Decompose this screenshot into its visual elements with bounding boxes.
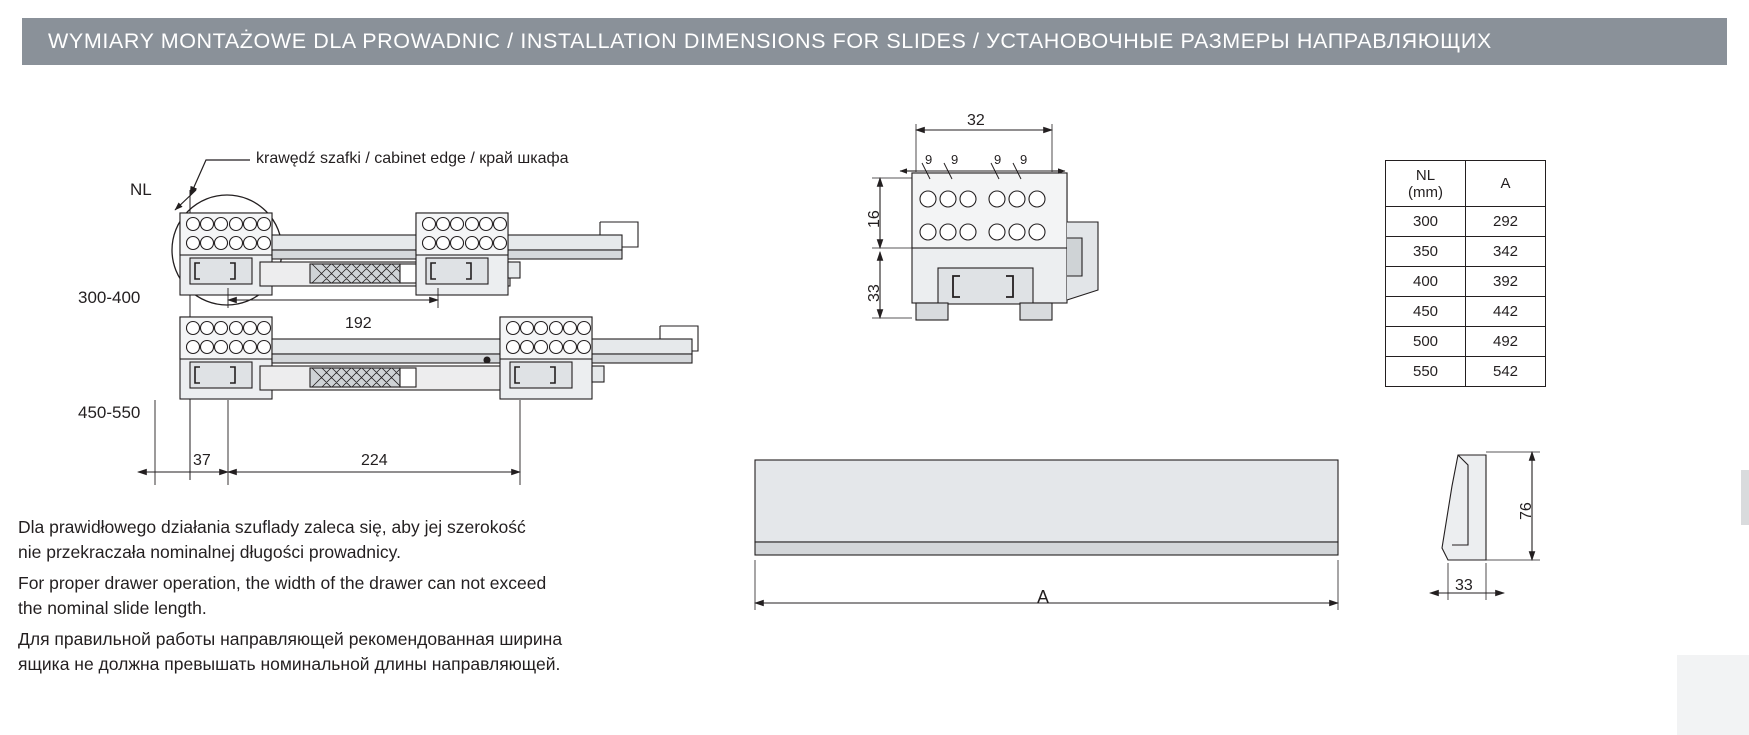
page-title: WYMIARY MONTAŻOWE DLA PROWADNIC / INSTALLATION DIMENSIONS FOR SLIDES / УСТАНОВОЧНЫЕ РАЗМЕРЫ НАПРАВЛЯЮЩИХ [48, 29, 1492, 53]
header-bar [22, 18, 1727, 65]
range-450-550-label: 450-550 [78, 403, 141, 422]
note-pl [18, 515, 698, 565]
table-cell-a: 542 [1466, 357, 1546, 387]
table-row [1386, 207, 1546, 237]
table-cell-nl: 350 [1386, 237, 1466, 267]
table-body [1386, 207, 1546, 387]
dimension-76: 76 [1518, 502, 1535, 520]
table-cell-nl: 400 [1386, 267, 1466, 297]
table-row [1386, 237, 1546, 267]
dimension-9-c: 9 [994, 152, 1002, 167]
table-row [1386, 327, 1546, 357]
note-en [18, 571, 698, 621]
note-ru-line1: Для правильной работы направляющей рекомендованная ширина [18, 629, 563, 649]
dimension-224: 224 [361, 452, 388, 469]
table-cell-nl: 300 [1386, 207, 1466, 237]
dimension-32: 32 [967, 112, 985, 129]
table-header-a: A [1466, 161, 1546, 207]
note-ru [18, 627, 698, 677]
dimension-A: A [1037, 587, 1050, 607]
table-cell-a: 342 [1466, 237, 1546, 267]
dimension-9-b: 9 [951, 152, 959, 167]
page-edge-artifact-top [1741, 470, 1749, 525]
page-edge-artifact-bottom [1677, 655, 1749, 735]
note-en-line2: the nominal slide length. [18, 598, 207, 618]
nl-label: NL [130, 180, 152, 199]
dimension-16: 16 [866, 210, 883, 228]
dimension-192: 192 [345, 315, 372, 332]
table-cell-a: 442 [1466, 297, 1546, 327]
dimension-9-d: 9 [1020, 152, 1028, 167]
nl-a-table [1385, 160, 1546, 387]
table-header-nl-line1: NL [1415, 166, 1436, 184]
note-ru-line2: ящика не должна превышать номинальной длины направляющей. [18, 654, 561, 674]
note-en-line1: For proper drawer operation, the width of the drawer can not exceed [18, 573, 547, 593]
dimension-37: 37 [193, 452, 211, 469]
range-300-400-label: 300-400 [78, 288, 141, 307]
table-cell-nl: 500 [1386, 327, 1466, 357]
table-cell-a: 292 [1466, 207, 1546, 237]
table-header-row [1386, 161, 1546, 207]
table-header-nl-line2: (mm) [1408, 183, 1443, 201]
table-cell-nl: 450 [1386, 297, 1466, 327]
notes-block [18, 515, 698, 683]
table-row [1386, 267, 1546, 297]
table-header-nl [1386, 161, 1466, 207]
table-row [1386, 297, 1546, 327]
table-row [1386, 357, 1546, 387]
note-pl-line2: nie przekraczała nominalnej długości prowadnicy. [18, 542, 401, 562]
dimension-9-a: 9 [925, 152, 933, 167]
table-cell-a: 392 [1466, 267, 1546, 297]
dimension-33-right: 33 [1455, 577, 1473, 594]
note-pl-line1: Dla prawidłowego działania szuflady zaleca się, aby jej szerokość [18, 517, 526, 537]
table-cell-nl: 550 [1386, 357, 1466, 387]
dimension-33-left: 33 [866, 284, 883, 302]
table-cell-a: 492 [1466, 327, 1546, 357]
cabinet-edge-label: krawędź szafki / cabinet edge / край шкафа [256, 150, 569, 167]
